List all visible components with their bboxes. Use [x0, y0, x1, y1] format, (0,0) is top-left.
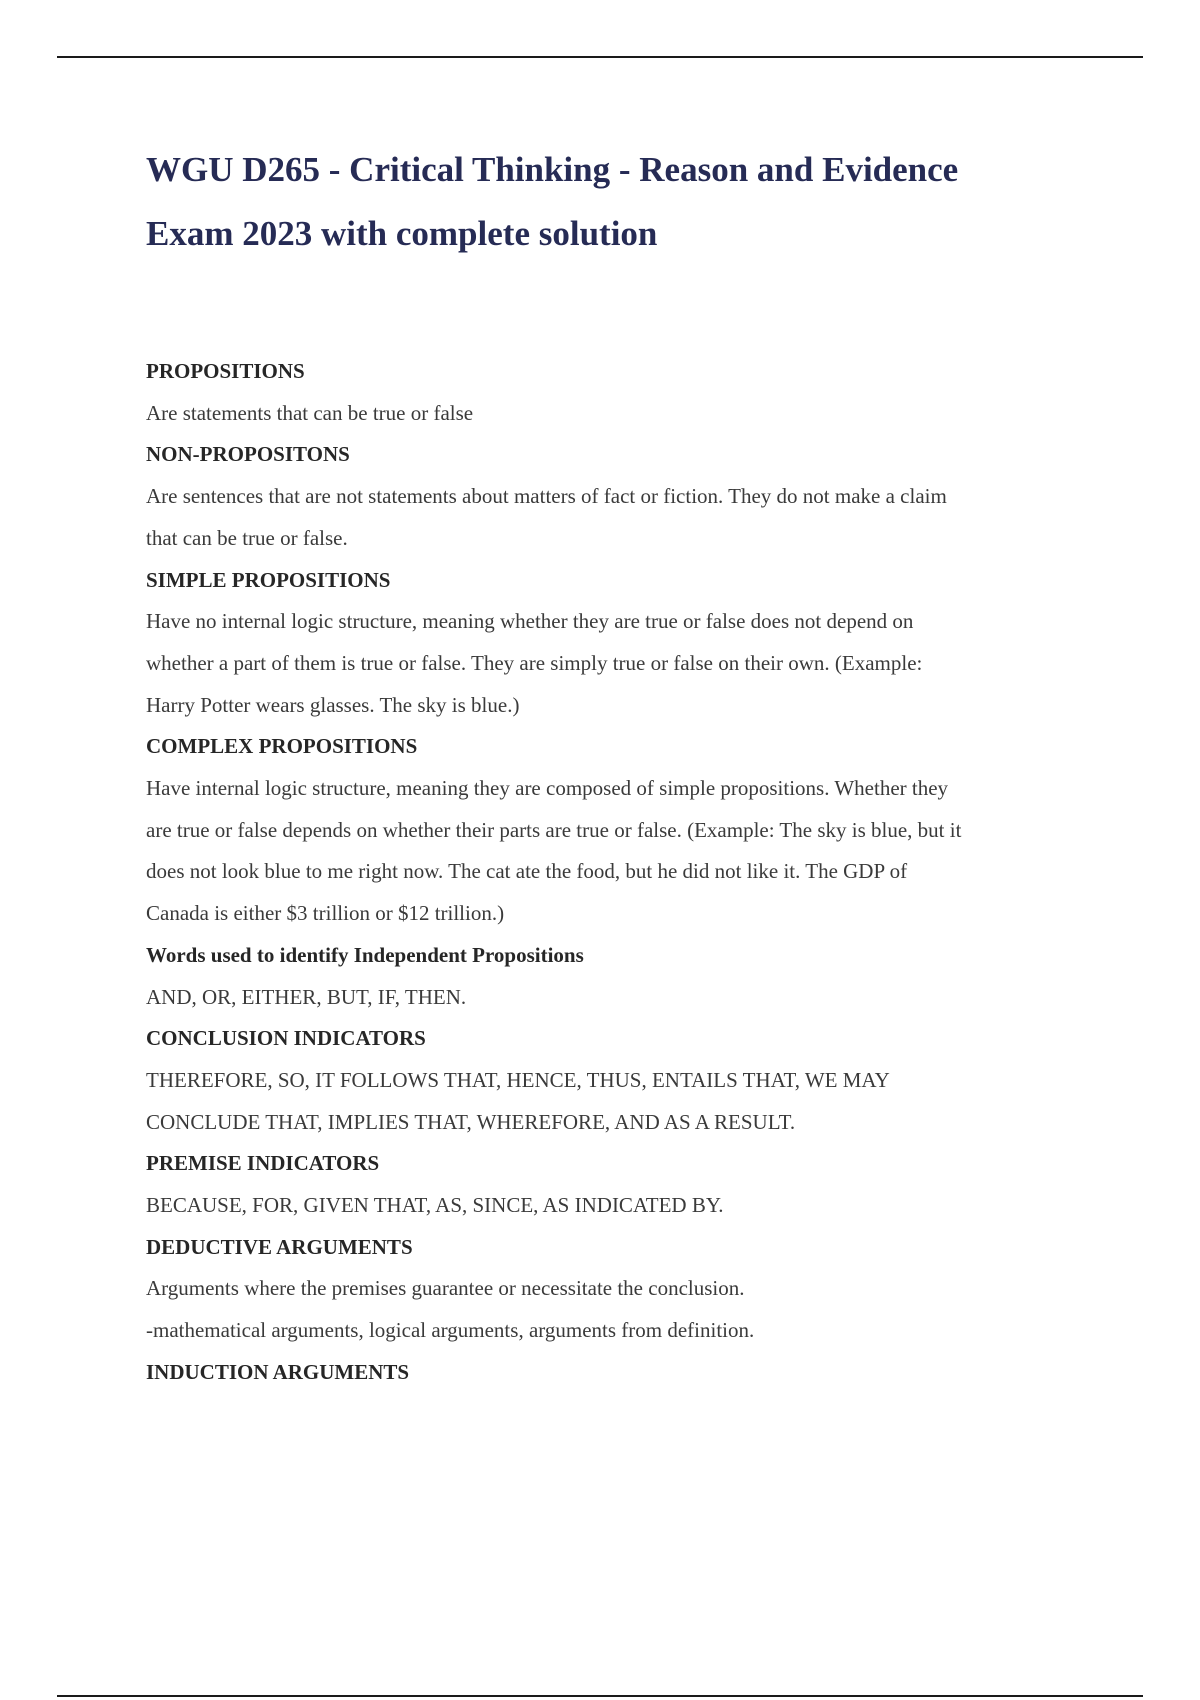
title-line-2: Exam 2023 with complete solution	[146, 214, 658, 253]
section-text-line: Have no internal logic structure, meaning whether they are true or false does not depend on	[146, 609, 914, 634]
section-heading: NON-PROPOSITONS	[146, 442, 350, 467]
section-induction-arguments	[146, 1352, 1096, 1394]
title-line-1: WGU D265 - Critical Thinking - Reason and Evidence	[146, 150, 959, 189]
section-text-line: BECAUSE, FOR, GIVEN THAT, AS, SINCE, AS INDICATED BY.	[146, 1193, 724, 1218]
section-heading: Words used to identify Independent Propositions	[146, 942, 584, 967]
section-independent-proposition-words	[146, 935, 1096, 1018]
section-propositions	[146, 351, 1096, 434]
section-premise-indicators	[146, 1143, 1096, 1226]
section-text-line: CONCLUDE THAT, IMPLIES THAT, WHEREFORE, AND AS A RESULT.	[146, 1109, 796, 1134]
section-text-line: Arguments where the premises guarantee or necessitate the conclusion.	[146, 1276, 745, 1301]
section-non-propositions	[146, 434, 1096, 559]
section-complex-propositions	[146, 726, 1096, 935]
document-body	[146, 351, 1096, 1394]
section-heading: SIMPLE PROPOSITIONS	[146, 567, 391, 592]
section-text-line: does not look blue to me right now. The cat ate the food, but he did not like it. The GDP of	[146, 859, 908, 884]
section-text-line: Are statements that can be true or false	[146, 400, 474, 425]
section-text-line: Have internal logic structure, meaning they are composed of simple propositions. Whether they	[146, 776, 949, 801]
section-text-line: Are sentences that are not statements about matters of fact or fiction. They do not make a claim	[146, 484, 947, 509]
section-text-line: that can be true or false.	[146, 525, 348, 550]
section-heading: CONCLUSION INDICATORS	[146, 1026, 426, 1051]
section-text-line: -mathematical arguments, logical arguments, arguments from definition.	[146, 1318, 755, 1343]
section-heading: PROPOSITIONS	[146, 359, 305, 383]
section-text-line: are true or false depends on whether their parts are true or false. (Example: The sky is blue, but it	[146, 817, 962, 842]
section-heading: PREMISE INDICATORS	[146, 1151, 380, 1176]
bottom-rule	[57, 1695, 1143, 1697]
section-text-line: whether a part of them is true or false. They are simply true or false on their own. (Example:	[146, 650, 923, 675]
section-simple-propositions	[146, 560, 1096, 727]
section-deductive-arguments	[146, 1227, 1096, 1352]
section-heading: INDUCTION ARGUMENTS	[146, 1359, 410, 1384]
section-heading: COMPLEX PROPOSITIONS	[146, 734, 418, 759]
document-title	[146, 138, 1106, 266]
section-text-line: Harry Potter wears glasses. The sky is blue.)	[146, 692, 520, 717]
section-text-line: AND, OR, EITHER, BUT, IF, THEN.	[146, 984, 467, 1009]
section-heading: DEDUCTIVE ARGUMENTS	[146, 1234, 413, 1259]
top-rule	[57, 56, 1143, 58]
section-text-line: Canada is either $3 trillion or $12 trillion.)	[146, 901, 505, 926]
section-conclusion-indicators	[146, 1018, 1096, 1143]
section-text-line: THEREFORE, SO, IT FOLLOWS THAT, HENCE, THUS, ENTAILS THAT, WE MAY	[146, 1067, 890, 1092]
